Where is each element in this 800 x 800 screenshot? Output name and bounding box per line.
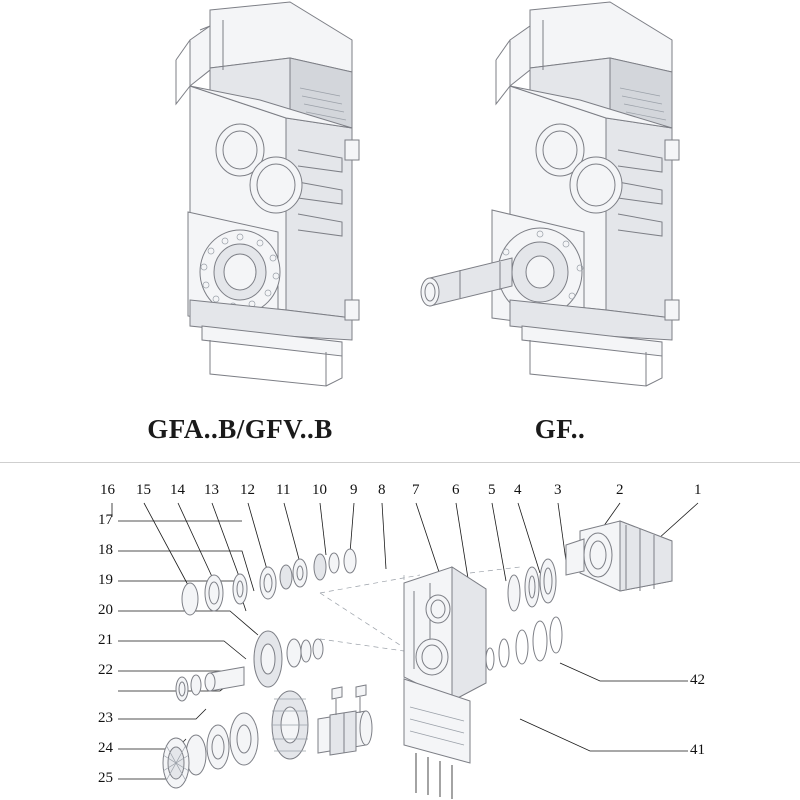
- callout-41: 41: [690, 742, 705, 758]
- callout-42: 42: [690, 672, 705, 688]
- callout-18: 18: [98, 542, 113, 558]
- caption-left: GFA..B/GFV..B: [147, 414, 333, 444]
- callout-8: 8: [378, 482, 386, 498]
- callout-14: 14: [170, 482, 185, 498]
- callout-25: 25: [98, 770, 113, 786]
- callout-5: 5: [488, 482, 496, 498]
- callout-12: 12: [240, 482, 255, 498]
- callout-1: 1: [694, 482, 702, 498]
- part-gear-shaft-bottom: [163, 691, 372, 788]
- exploded-parts-view: [0, 463, 800, 800]
- callout-13: 13: [204, 482, 219, 498]
- part-motor-block: [566, 521, 672, 591]
- caption-right: GF..: [534, 414, 586, 444]
- gearbox-right-drawing: [400, 0, 720, 410]
- callout-3: 3: [554, 482, 562, 498]
- callout-6: 6: [452, 482, 460, 498]
- part-gearcase: [404, 567, 486, 799]
- callout-20: 20: [98, 602, 113, 618]
- callout-24: 24: [98, 740, 113, 756]
- part-rings-right: [486, 559, 562, 670]
- part-small-row: [182, 549, 356, 615]
- part-pins: [332, 685, 366, 715]
- callout-9: 9: [350, 482, 358, 498]
- callout-2: 2: [616, 482, 624, 498]
- callout-10: 10: [312, 482, 327, 498]
- callout-4: 4: [514, 482, 522, 498]
- part-gear-shaft-mid: [176, 631, 323, 701]
- callout-11: 11: [276, 482, 291, 498]
- callout-19: 19: [98, 572, 113, 588]
- exploded-drawing: [0, 463, 800, 800]
- callout-22: 22: [98, 662, 113, 678]
- callout-16-top: 16: [100, 482, 115, 498]
- callout-21: 21: [98, 632, 113, 648]
- gearbox-left-drawing: [90, 0, 390, 410]
- callout-15: 15: [136, 482, 151, 498]
- gearbox-view-right: [400, 0, 720, 444]
- callout-17: 17: [98, 512, 113, 528]
- gearbox-view-left: [90, 0, 390, 444]
- callout-7: 7: [412, 482, 420, 498]
- callout-23: 23: [98, 710, 113, 726]
